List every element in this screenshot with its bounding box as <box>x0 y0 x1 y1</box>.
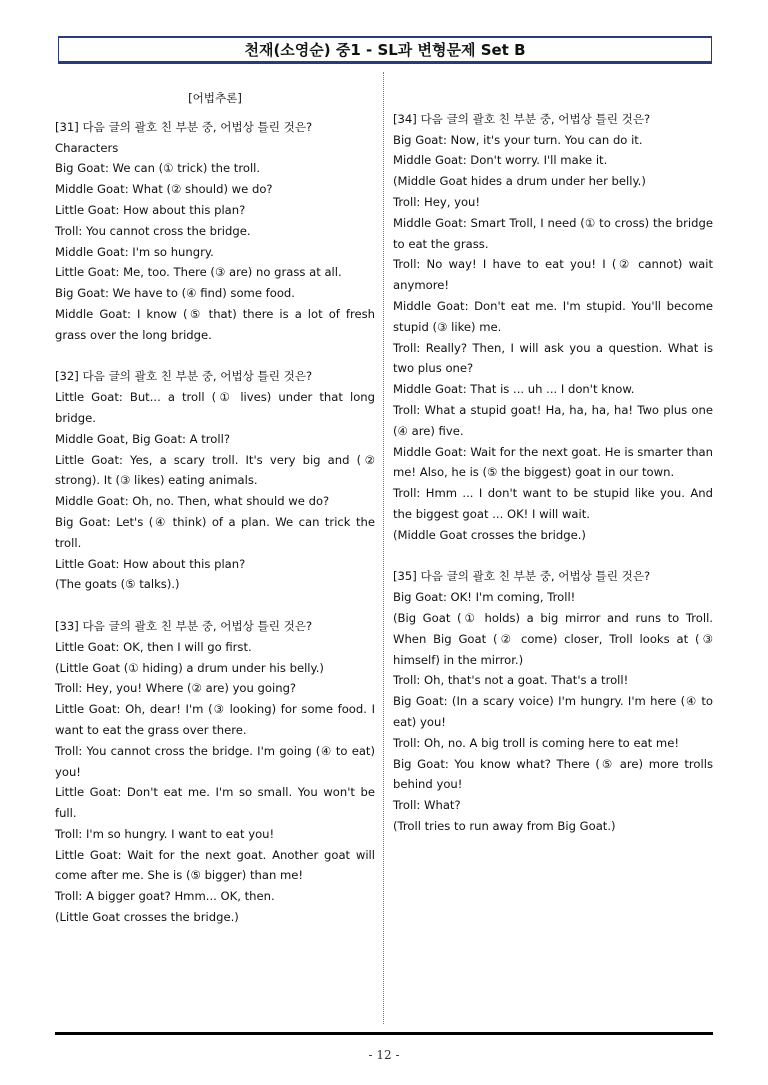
dialogue-line: Troll: You cannot cross the bridge. <box>55 223 251 238</box>
dialogue-line: Little Goat: But... a troll (① lives) under that long bridge. <box>55 390 375 425</box>
dialogue-line: Troll: What? <box>393 798 461 813</box>
dialogue-line: Big Goat: (In a scary voice) I'm hungry. I'm here (④ to eat) you! <box>393 694 713 729</box>
dialogue-line: Troll: You cannot cross the bridge. I'm going (④ to eat) you! <box>55 743 375 779</box>
dialogue-line: (Troll tries to run away from Big Goat.) <box>393 818 616 833</box>
dialogue-line: Big Goat: OK! I'm coming, Troll! <box>393 590 576 605</box>
dialogue-line: Middle Goat, Big Goat: A troll? <box>55 431 230 446</box>
question-heading: [33] 다음 글의 괄호 친 부분 중, 어법상 틀린 것은? <box>55 618 313 633</box>
dialogue-line: Troll: Oh, that's not a goat. That's a troll! <box>393 673 629 688</box>
dialogue-line: (The goats (⑤ talks).) <box>55 577 180 592</box>
dialogue-line: Troll: Oh, no. A big troll is coming here to eat me! <box>393 735 679 750</box>
column-divider <box>383 72 384 1024</box>
right-column <box>393 88 713 837</box>
dialogue-line: Middle Goat: That is ... uh ... I don't know. <box>393 382 635 397</box>
dialogue-line: Troll: I'm so hungry. I want to eat you! <box>55 826 275 841</box>
dialogue-line: Troll: Hmm ... I don't want to be stupid like you. And the biggest goat ... OK! I will wait. <box>393 486 713 521</box>
dialogue-line: Little Goat: Me, too. There (③ are) no grass at all. <box>55 265 342 280</box>
dialogue-line: Middle Goat: Oh, no. Then, what should we do? <box>55 494 330 509</box>
dialogue-line: Big Goat: We can (① trick) the troll. <box>55 161 261 176</box>
dialogue-line: Characters <box>55 140 119 155</box>
question-block <box>393 566 713 836</box>
dialogue-line: (Big Goat (① holds) a big mirror and runs to Troll. When Big Goat (② come) closer, Troll looks at (③ himself) in the mirror.) <box>393 610 713 667</box>
dialogue-line: Middle Goat: Wait for the next goat. He is smarter than me! Also, he is (⑤ the biggest) goat in our town. <box>393 444 713 480</box>
dialogue-line: Little Goat: Yes, a scary troll. It's very big and (② strong). It (③ likes) eating animals. <box>55 452 375 488</box>
dialogue-line: Little Goat: Wait for the next goat. Another goat will come after me. She is (⑤ bigger) than me! <box>55 847 375 883</box>
question-heading: [34] 다음 글의 괄호 친 부분 중, 어법상 틀린 것은? <box>393 111 651 126</box>
dialogue-line: Middle Goat: I know (⑤ that) there is a lot of fresh grass over the long bridge. <box>55 306 375 342</box>
dialogue-line: Middle Goat: Don't eat me. I'm stupid. You'll become stupid (③ like) me. <box>393 298 713 334</box>
question-block <box>55 366 375 595</box>
dialogue-line: (Little Goat crosses the bridge.) <box>55 910 239 925</box>
dialogue-line: Troll: Hey, you! Where (② are) you going? <box>55 681 297 696</box>
dialogue-line: (Middle Goat crosses the bridge.) <box>393 527 586 542</box>
dialogue-line: (Middle Goat hides a drum under her belly.) <box>393 174 646 189</box>
page-title: 천재(소영순) 중1 - SL과 변형문제 Set B <box>244 41 526 59</box>
dialogue-line: Troll: Hey, you! <box>393 194 481 209</box>
page-header <box>58 36 712 64</box>
dialogue-line: Troll: Really? Then, I will ask you a question. What is two plus one? <box>393 340 713 376</box>
dialogue-line: Little Goat: Oh, dear! I'm (③ looking) for some food. I want to eat the grass over there. <box>55 702 375 737</box>
dialogue-line: Big Goat: We have to (④ find) some food. <box>55 286 295 301</box>
dialogue-line: Big Goat: You know what? There (⑤ are) more trolls behind you! <box>393 756 713 792</box>
dialogue-line: Middle Goat: What (② should) we do? <box>55 182 273 197</box>
dialogue-line: Middle Goat: Smart Troll, I need (① to cross) the bridge to eat the grass. <box>393 215 713 251</box>
dialogue-line: Big Goat: Now, it's your turn. You can do it. <box>393 132 643 147</box>
page-number: - 12 - <box>368 1048 400 1062</box>
footer-rule <box>55 1032 713 1035</box>
question-heading: [32] 다음 글의 괄호 친 부분 중, 어법상 틀린 것은? <box>55 369 313 384</box>
question-block <box>393 109 713 546</box>
dialogue-line: Big Goat: Let's (④ think) of a plan. We can trick the troll. <box>55 514 375 550</box>
dialogue-line: Little Goat: How about this plan? <box>55 556 246 571</box>
dialogue-line: Middle Goat: Don't worry. I'll make it. <box>393 153 608 168</box>
question-block <box>55 117 375 346</box>
dialogue-line: (Little Goat (① hiding) a drum under his belly.) <box>55 660 324 675</box>
dialogue-line: Troll: What a stupid goat! Ha, ha, ha, ha! Two plus one (④ are) five. <box>393 402 713 438</box>
dialogue-line: Middle Goat: I'm so hungry. <box>55 244 214 259</box>
dialogue-line: Troll: No way! I have to eat you! I (② cannot) wait anymore! <box>393 257 713 293</box>
section-label: [어법추론] <box>188 91 242 105</box>
dialogue-line: Little Goat: OK, then I will go first. <box>55 639 252 654</box>
question-heading: [35] 다음 글의 괄호 친 부분 중, 어법상 틀린 것은? <box>393 569 651 584</box>
dialogue-line: Little Goat: How about this plan? <box>55 202 246 217</box>
dialogue-line: Troll: A bigger goat? Hmm... OK, then. <box>55 889 275 904</box>
dialogue-line: Little Goat: Don't eat me. I'm so small. You won't be full. <box>55 785 375 821</box>
left-column <box>55 88 375 928</box>
question-block <box>55 616 375 928</box>
question-heading: [31] 다음 글의 괄호 친 부분 중, 어법상 틀린 것은? <box>55 119 313 134</box>
